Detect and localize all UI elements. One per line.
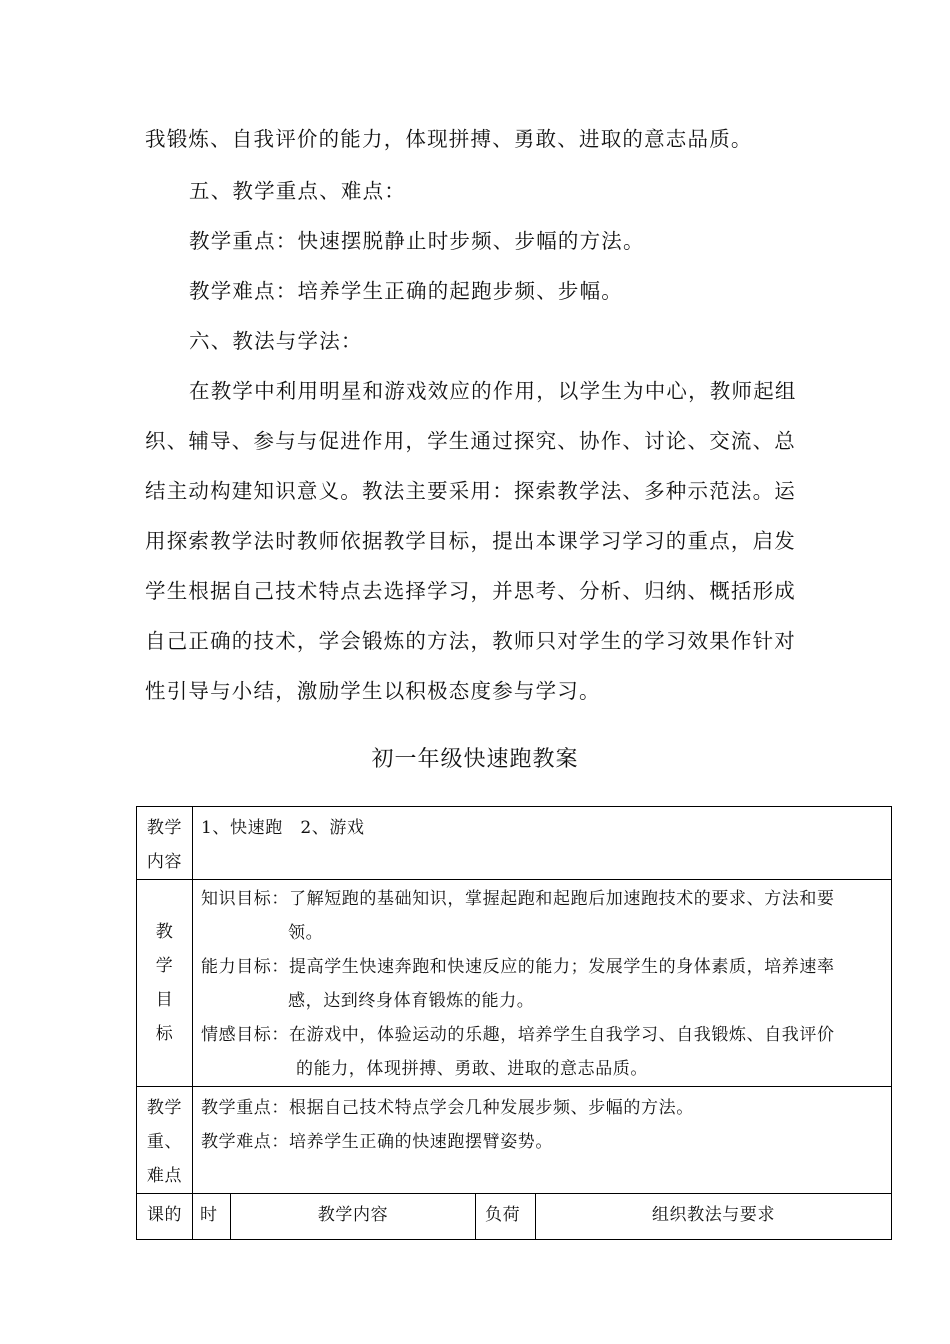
intro-line-1: 我锻炼、自我评价的能力，体现拼搏、勇敢、进取的意志品质。	[145, 127, 753, 151]
header-row	[137, 1194, 892, 1240]
key-points-row	[137, 1087, 892, 1194]
header-col-time: 时	[193, 1194, 231, 1240]
goals-label-char-3: 目	[155, 990, 174, 1010]
method-line-4: 用探索教学法时教师依据教学目标，提出本课学习学习的重点，启发	[145, 529, 796, 553]
goals-label-char-1: 教	[155, 922, 174, 942]
method-line-5: 学生根据自己技术特点去选择学习，并思考、分析、归纳、概括形成	[145, 579, 796, 603]
emotion-goal-line-1: 情感目标：在游戏中，体验运动的乐趣，培养学生自我学习、自我锻炼、自我评价	[201, 1025, 835, 1045]
method-line-1: 在教学中利用明星和游戏效应的作用，以学生为中心，教师起组	[189, 379, 797, 403]
content-label-2: 内容	[146, 852, 183, 872]
ability-goal-line-1: 能力目标：提高学生快速奔跑和快速反应的能力；发展学生的身体素质，培养速率	[201, 957, 835, 977]
header-col-content: 教学内容	[231, 1194, 476, 1240]
difficulty-text: 教学难点：培养学生正确的快速跑摆臂姿势。	[201, 1132, 553, 1152]
key-points-label-1: 教学	[146, 1098, 183, 1118]
goals-label-char-4: 标	[155, 1024, 174, 1044]
knowledge-goal-line-2: 领。	[288, 923, 324, 943]
header-col-lesson: 课的	[137, 1194, 193, 1240]
goals-label-char-2: 学	[155, 956, 174, 976]
key-point-text: 教学重点：根据自己技术特点学会几种发展步频、步幅的方法。	[201, 1098, 694, 1118]
method-line-2: 织、辅导、参与与促进作用，学生通过探究、协作、讨论、交流、总	[145, 429, 796, 453]
key-points-label-2: 重、	[146, 1132, 183, 1152]
content-label-1: 教学	[146, 818, 183, 838]
goals-label-cell	[137, 880, 193, 1087]
ability-goal-line-2: 感，达到终身体育锻炼的能力。	[288, 991, 535, 1011]
content-value-cell	[193, 807, 892, 880]
content-value: 1、快速跑 2、游戏	[201, 818, 365, 838]
content-row	[137, 807, 892, 880]
knowledge-goal	[201, 882, 891, 950]
ability-goal	[201, 950, 891, 1018]
knowledge-goal-line-1: 知识目标：了解短跑的基础知识，掌握起跑和起跑后加速跑技术的要求、方法和要	[201, 889, 835, 909]
key-point-line: 教学重点：快速摆脱静止时步频、步幅的方法。	[189, 229, 645, 253]
section-five-heading: 五、教学重点、难点：	[189, 179, 406, 203]
emotion-goal-line-2: 的能力，体现拼搏、勇敢、进取的意志品质。	[296, 1059, 648, 1079]
goals-value-cell	[193, 880, 892, 1087]
section-six-heading: 六、教法与学法：	[189, 329, 363, 353]
key-points-label-cell	[137, 1087, 193, 1194]
header-col-load: 负荷	[476, 1194, 536, 1240]
content-label-cell	[137, 807, 193, 880]
header-col-method: 组织教法与要求	[536, 1194, 892, 1240]
key-points-label-3: 难点	[146, 1166, 183, 1186]
difficulty-line: 教学难点：培养学生正确的起跑步频、步幅。	[189, 279, 623, 303]
method-line-3: 结主动构建知识意义。教法主要采用：探索教学法、多种示范法。运	[145, 479, 796, 503]
plan-title: 初一年级快速跑教案	[371, 747, 579, 772]
emotion-goal	[201, 1018, 891, 1086]
key-points-value-cell	[193, 1087, 892, 1194]
method-line-6: 自己正确的技术，学会锻炼的方法，教师只对学生的学习效果作针对	[145, 629, 796, 653]
lesson-plan-table	[136, 806, 892, 1240]
method-line-7: 性引导与小结，激励学生以积极态度参与学习。	[145, 679, 601, 703]
goals-row	[137, 880, 892, 1087]
